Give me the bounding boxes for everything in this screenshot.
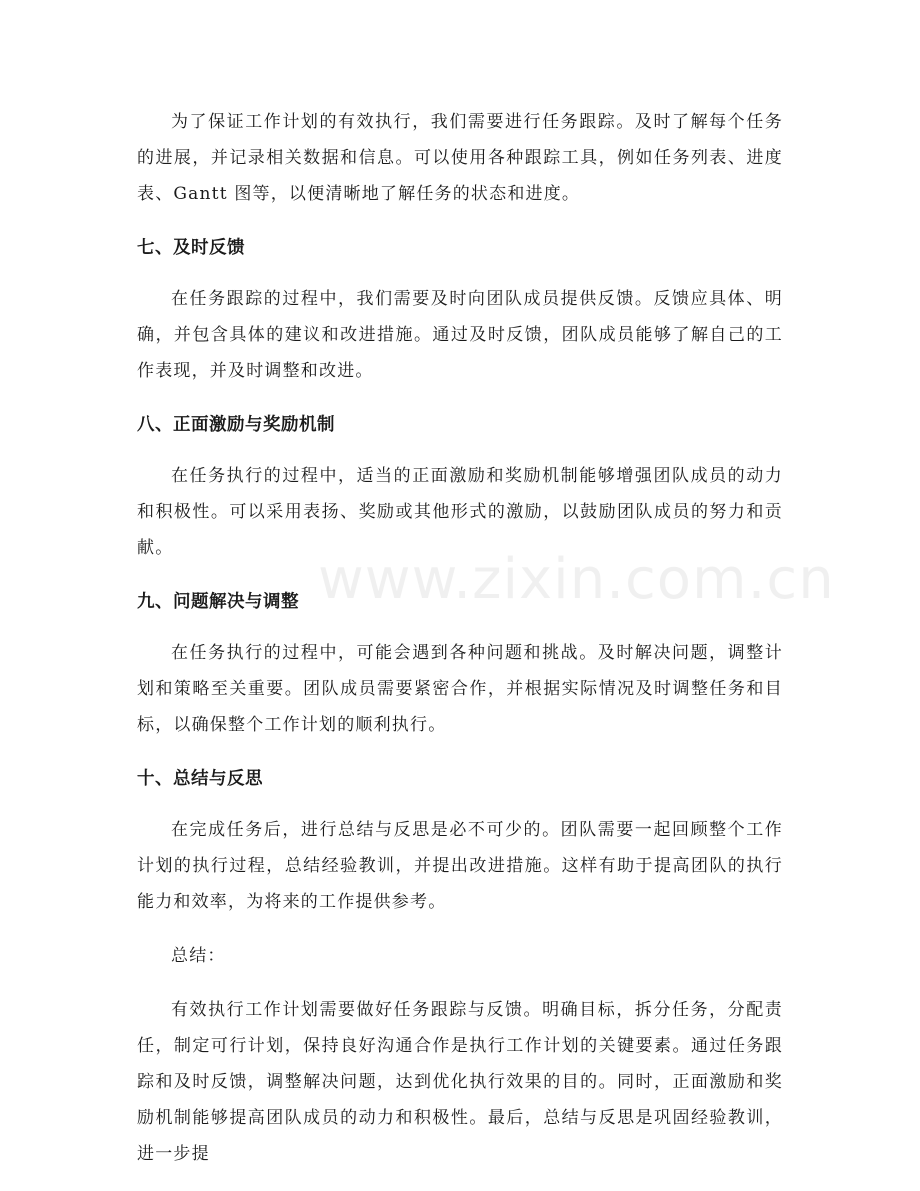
summary-paragraph: 有效执行工作计划需要做好任务跟踪与反馈。明确目标，拆分任务，分配责任，制定可行计划，保持良好沟通合作是执行工作计划的关键要素。通过任务跟踪和及时反馈，调整解决问题，达到优化执行效果的目的。同时，正面激励和奖励机制能够提高团队成员的动力和积极性。最后，总结与反思是巩固经验教训，进一步提 [137,1000,783,1164]
watermark-text: www.zixin.com.cn [318,547,835,612]
summary-label: 总结： [171,946,226,966]
document-body [137,104,835,1172]
section-body-reflection: 在完成任务后，进行总结与反思是必不可少的。团队需要一起回顾整个工作计划的执行过程，总结经验教训，并提出改进措施。这样有助于提高团队的执行能力和效率，为将来的工作提供参考。 [137,820,783,912]
section-heading-problem-solving: 九、问题解决与调整 [137,592,299,612]
section-heading-incentive: 八、正面激励与奖励机制 [137,415,335,435]
section-heading-feedback: 七、及时反馈 [137,238,245,258]
section-body-feedback: 在任务跟踪的过程中，我们需要及时向团队成员提供反馈。反馈应具体、明确，并包含具体的建议和改进措施。通过及时反馈，团队成员能够了解自己的工作表现，并及时调整和改进。 [137,289,783,381]
intro-paragraph: 为了保证工作计划的有效执行，我们需要进行任务跟踪。及时了解每个任务的进展，并记录相关数据和信息。可以使用各种跟踪工具，例如任务列表、进度表、Gantt 图等，以便清晰地了解任务的状态和进度。 [137,112,783,204]
section-body-incentive: 在任务执行的过程中，适当的正面激励和奖励机制能够增强团队成员的动力和积极性。可以采用表扬、奖励或其他形式的激励，以鼓励团队成员的努力和贡献。 [137,466,783,558]
section-heading-reflection: 十、总结与反思 [137,769,263,789]
section-body-problem-solving: 在任务执行的过程中，可能会遇到各种问题和挑战。及时解决问题，调整计划和策略至关重要。团队成员需要紧密合作，并根据实际情况及时调整任务和目标，以确保整个工作计划的顺利执行。 [137,643,783,735]
